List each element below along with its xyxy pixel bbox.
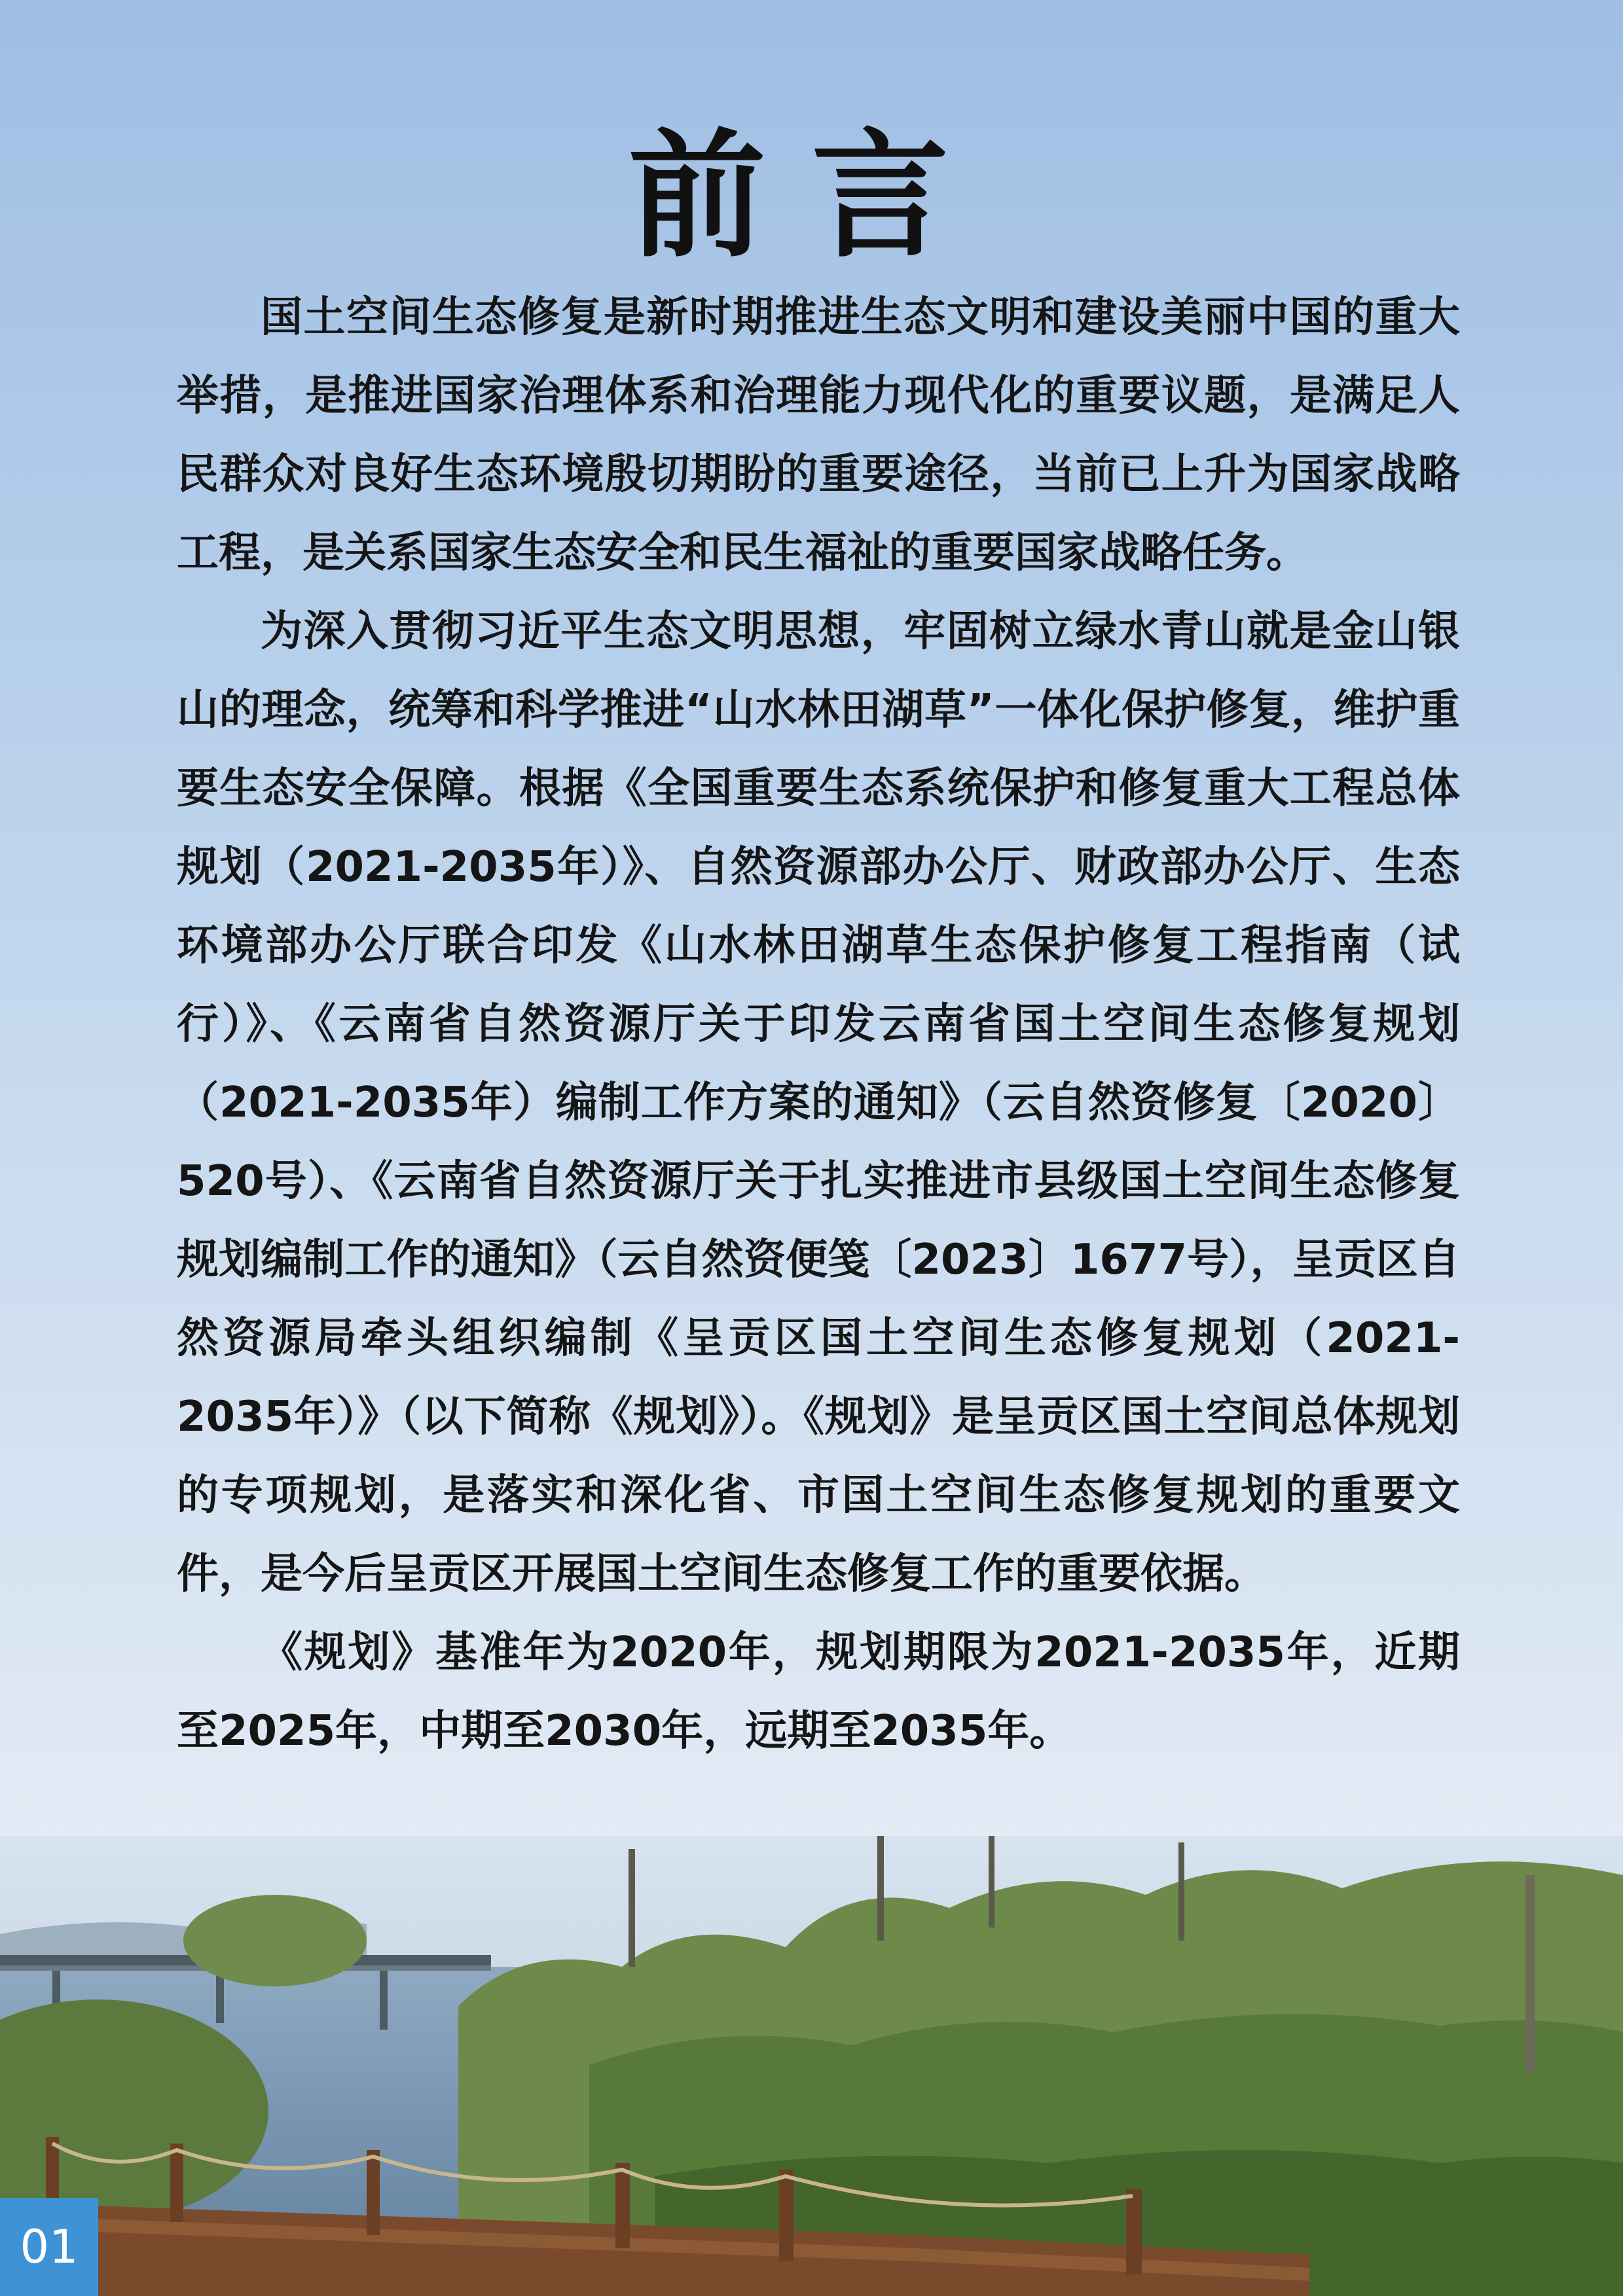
body-text — [177, 278, 1460, 1770]
paragraph-basis: 为深入贯彻习近平生态文明思想，牢固树立绿水青山就是金山银山的理念，统筹和科学推进“山水林田湖草”一体化保护修复，维护重要生态安全保障。根据《全国重要生态系统保护和修复重大工程总体规划（2021-2035年）》、自然资源部办公厅、财政部办公厅、生态环境部办公厅联合印发《山水林田湖草生态保护修复工程指南（试行）》、《云南省自然资源厅关于印发云南省国土空间生态修复规划（2021-2035年）编制工作方案的通知》（云自然资修复〔2020〕520号）、《云南省自然资源厅关于扎实推进市县级国土空间生态修复规划编制工作的通知》（云自然资便笺〔2023〕1677号），呈贡区自然资源局牵头组织编制《呈贡区国土空间生态修复规划（2021-2035年）》（以下简称《规划》）。《规划》是呈贡区国土空间总体规划的专项规划，是落实和深化省、市国土空间生态修复规划的重要文件，是今后呈贡区开展国土空间生态修复工作的重要依据。 — [177, 607, 1460, 1598]
paragraph-intro: 国土空间生态修复是新时期推进生态文明和建设美丽中国的重大举措，是推进国家治理体系和治理能力现代化的重要议题，是满足人民群众对良好生态环境殷切期盼的重要途径，当前已上升为国家战略工程，是关系国家生态安全和民生福祉的重要国家战略任务。 — [177, 293, 1460, 577]
paragraph-period: 《规划》基准年为2020年，规划期限为2021-2035年，近期至2025年，中期至2030年，远期至2035年。 — [177, 1628, 1460, 1755]
page-title: 前言 — [628, 116, 995, 276]
wetland-photo — [0, 1836, 1623, 2296]
page-number: 01 — [0, 2198, 98, 2296]
